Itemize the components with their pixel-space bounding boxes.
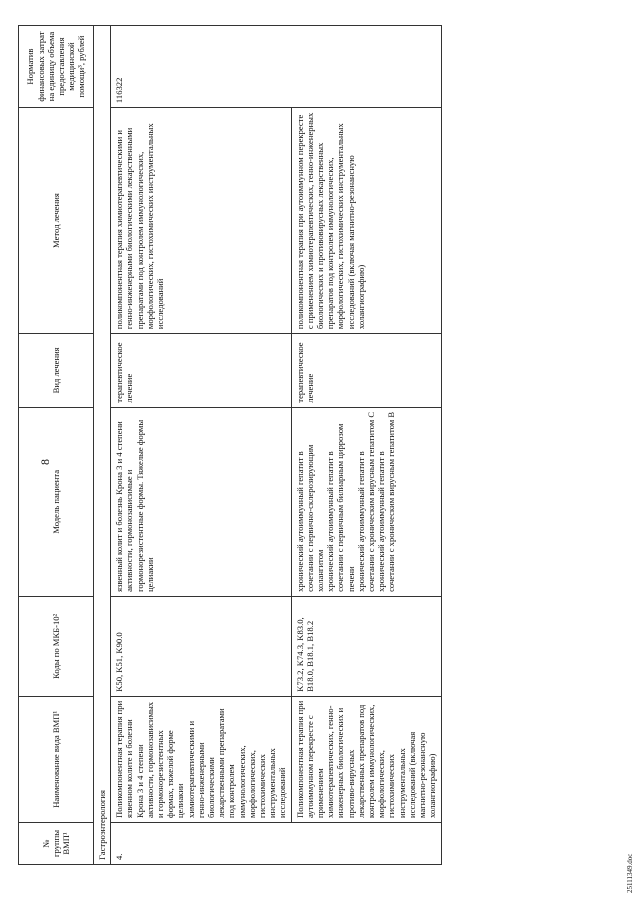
section-row [94, 26, 111, 865]
cell-patient-model [291, 407, 441, 596]
vmp-table [18, 25, 442, 865]
cell-treatment-type: терапевтическое лечение [291, 334, 441, 408]
header-treatment-method: Метод лечения [19, 108, 94, 334]
cell-vmp-name: Поликомпонентная терапия при аутоиммунном перекресте с применением химиотерапевтических, генно-инженерных биологических и противо-вирусных лекарственных препаратов под контролем иммунологических, морфологических, гистохимических инструментальных исследований (включая магнитно-резонансную холангиографию) [291, 696, 441, 822]
header-treatment-type: Вид лечения [19, 334, 94, 408]
cell-vmp-name: Поликомпонентная терапия при язвенном колите и болезни Крона 3 и 4 степени активности, гормонозависимых и гормонорезистентных формах, тяжелой форме целиакии химиотерапевтическими и генно-инженерными биологическими лекарственными препаратами под контролем иммунологических, морфологических, гистохимических инструментальных исследований [111, 696, 291, 822]
cell-treatment-method: поликомпонентная терапия химиотерапевтическими и генно-инженерными биологическими лекарственными препаратами под контролем иммунологических, морфологических, гистохимических инструментальных исследований [111, 108, 291, 334]
model-line: хронический аутоиммунный гепатит в сочетании с хроническим вирусным гепатитом C [355, 411, 377, 592]
model-line: хронический аутоиммунный гепатит в сочетании с первично-склерозирующим холангитом [294, 444, 326, 592]
table-row [291, 26, 441, 865]
model-line: хронический аутоиммунный гепатит в сочетании с первичным билиарным циррозом печени [325, 423, 356, 592]
cell-group-number: 4. [111, 822, 291, 864]
header-icd-codes: Коды по МКБ-10² [19, 596, 94, 696]
cell-icd-codes: K50, K51, K90.0 [111, 596, 291, 696]
table-row [111, 26, 291, 865]
cell-icd-codes: K73.2, K74.3, K83.0, B18.0, B18.1, B18.2 [291, 596, 441, 696]
model-line: язвенный колит и болезнь Крона 3 и 4 степени активности, гормонозависимые и гормонорезистентные формы. Тяжелые формы целиакии [114, 419, 155, 592]
cell-group-number [291, 822, 441, 864]
header-cost-norm: Норматив финансовых затрат на единицу объема предоставления медицинской помощи³, рублей [19, 26, 94, 108]
page-number: 8 [38, 459, 52, 465]
cell-treatment-method: поликомпонентная терапия при аутоиммунном перекресте с применением химиотерапевтических, генно-инженерных биологических и противовирусных лекарственных препаратов под контролем иммунологических, морфологических, гистохимических инструментальных исследований (включая магнитно-резонансную холангиографию) [291, 108, 441, 334]
document-filename: 25111349.doc [626, 853, 634, 893]
cell-cost-norm: 116322 [111, 26, 291, 108]
cell-cost-norm [291, 26, 441, 108]
header-vmp-name: Наименование вида ВМП¹ [19, 696, 94, 822]
table-header-row [19, 26, 94, 865]
model-line: хронический аутоиммунный гепатит в сочетании с хроническим вирусным гепатитом B [376, 411, 397, 592]
cell-treatment-type: терапевтическое лечение [111, 334, 291, 408]
section-title: Гастроэнтерология [94, 26, 111, 865]
cell-patient-model [111, 407, 291, 596]
header-group-number: № группы ВМП¹ [19, 822, 94, 864]
header-patient-model: Модель пациента [19, 407, 94, 596]
